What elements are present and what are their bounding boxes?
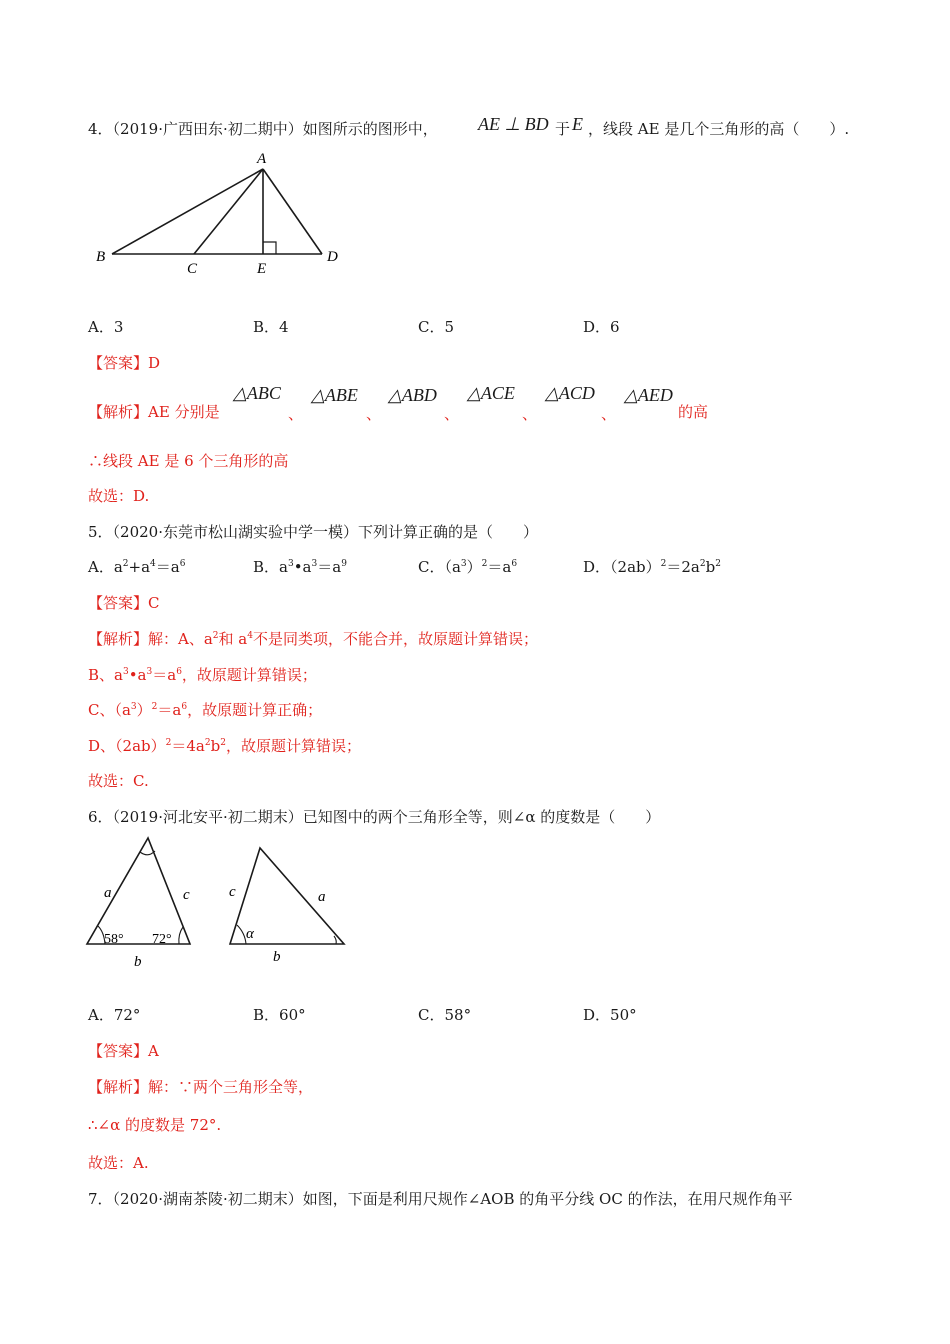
q4-label-e: E [257,261,267,277]
q5-answer-value: C [148,594,160,612]
q4-label-b: B [96,249,106,265]
q4-answer-value: D [148,354,161,372]
q6-figure [84,832,354,972]
q4-label-a: A [257,151,267,167]
q4-option-b: B．4 [253,318,289,336]
q5-line1-b: 和 a [218,630,248,648]
q5-line1-a: 解：A、a [148,630,213,648]
q5-option-c: C．$(a^3)^2=a^6$ [418,558,518,576]
q4-figure [90,145,350,280]
q4-triangle-3: △ABD [388,385,437,405]
q4-triangle-2: △ABE [311,385,358,405]
q4-sep-1: 、 [288,405,304,423]
q4-seg-ab [112,169,263,254]
q4-number: 4． [88,120,113,138]
q4-stem-a: 如图所示的图形中， [302,120,438,138]
q4-analysis-label: 【解析】 [88,403,149,421]
q4-label-d: D [327,249,338,265]
q6-label-alpha: α [246,926,254,942]
q6-stem [88,806,660,827]
q5-analysis-line2: B、$a^3•a^3=a^6$，故原题计算错误； [88,666,317,684]
q6-number: 6． [88,808,113,826]
q5-choice: 故选：C. [88,772,149,790]
q4-triangle-6: △AED [624,385,673,405]
q7-number: 7． [88,1190,113,1208]
q6-stem-text: 已知图中的两个三角形全等，则∠α 的度数是（ ） [302,808,661,826]
q5-line4-tail: ，故原题计算错误； [225,737,361,755]
q6-option-c: C．58° [418,1006,472,1024]
q4-sep-3: 、 [444,405,460,423]
q5-option-d: D．$(2ab)^2=2a^2b^2$ [583,558,721,576]
q6-analysis-label: 【解析】 [88,1078,149,1096]
q4-triangle-5: △ACD [545,383,595,403]
q4-conclusion: ∴线段 AE 是 6 个三角形的高 [88,452,289,470]
q4-stem [88,118,438,139]
q4-seg-ac [194,169,263,254]
q6-source: （2019·河北安平·初二期末） [112,808,303,826]
q6-triangle-left [87,838,190,944]
q5-stem [88,521,538,542]
q5-line2-tail: ，故原题计算错误； [181,666,317,684]
q6-angle-72-arc [179,927,183,944]
q6-answer-value: A [148,1042,159,1060]
q6-label-a-right: a [318,889,326,905]
q6-right-bottom-arc [334,936,336,944]
q6-label-c-right: c [229,884,236,900]
q5-analysis-line1: 【解析】解：A、$a^2$和 $a^4$不是同类项，不能合并，故原题计算错误； [88,630,538,648]
q6-analysis-text: 解：∵两个三角形全等， [148,1078,314,1096]
q6-answer [88,1040,159,1061]
q6-label-b-left: b [134,954,142,970]
q6-conclusion: ∴∠α 的度数是 72°. [88,1116,222,1134]
q7-stem [88,1188,793,1209]
q4-analysis-text: AE 分别是 [148,403,220,421]
q4-option-c: C．5 [418,318,455,336]
q4-answer-label: 【答案】 [88,354,149,372]
q5-stem-text: 下列计算正确的是（ ） [358,523,539,541]
q6-option-b: B．60° [253,1006,306,1024]
q5-source: （2020·东莞市松山湖实验中学一模） [112,523,358,541]
q4-formula: AE ⊥ BD [478,114,549,134]
q4-answer [88,352,160,373]
q4-analysis-tail: 的高 [678,403,709,421]
q5-analysis-label: 【解析】 [88,630,149,648]
q6-analysis [88,1076,313,1097]
q5-line3-tail: ，故原题计算正确； [187,701,323,719]
q5-option-a: A．$a^2+a^4=a^6$ [88,558,186,576]
q4-label-c: C [187,261,198,277]
q4-sep-4: 、 [522,405,538,423]
q6-label-b-right: b [273,949,281,965]
q4-stem-b: 于 [555,120,571,138]
q4-triangle-4: △ACE [467,383,515,403]
q6-answer-label: 【答案】 [88,1042,149,1060]
q4-point-e: E [572,114,583,134]
q6-label-c-left: c [183,887,190,903]
q6-angle-72: 72° [152,932,172,947]
q4-choice: 故选：D. [88,487,150,505]
q5-option-b: B．$a^3•a^3=a^9$ [253,558,347,576]
q5-analysis-line3: C、$(a^3)^2=a^6$，故原题计算正确； [88,701,323,719]
q4-triangle-1: △ABC [233,383,281,403]
q5-analysis-line4: D、$(2ab)^2=4a^2b^2$，故原题计算错误； [88,737,361,755]
q6-angle-58: 58° [104,932,124,947]
q5-answer-label: 【答案】 [88,594,149,612]
q4-option-a: A．3 [88,318,124,336]
q4-sep-5: 、 [601,405,617,423]
q4-analysis [88,401,220,422]
q6-alpha-arc [237,925,246,944]
q5-line1-c: 不是同类项，不能合并，故原题计算错误； [252,630,538,648]
q4-option-d: D．6 [583,318,620,336]
q6-label-a-left: a [104,885,112,901]
q4-source: （2019·广西田东·初二期中） [112,120,303,138]
q6-option-d: D．50° [583,1006,637,1024]
q7-source: （2020·湖南茶陵·初二期末） [112,1190,303,1208]
q4-stem-c: ，线段 AE 是几个三角形的高（ ）. [588,120,850,138]
q4-sep-2: 、 [366,405,382,423]
q5-number: 5． [88,523,113,541]
q5-answer [88,592,160,613]
q6-choice: 故选：A. [88,1154,149,1172]
q4-right-angle-mark [263,242,276,254]
q6-option-a: A．72° [88,1006,141,1024]
q7-stem-text: 如图，下面是利用尺规作∠AOB 的角平分线 OC 的作法，在用尺规作角平 [302,1190,793,1208]
q4-seg-ad [263,169,322,254]
